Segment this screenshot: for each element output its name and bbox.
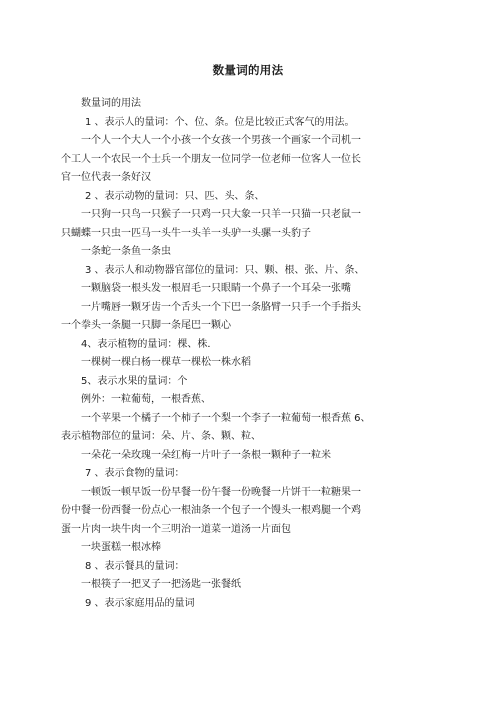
text-line: 1 、表示人的量词：个、位、条。位是比较正式客气的用法。 [85, 116, 355, 128]
document-title: 数量词的用法 [212, 63, 284, 77]
text-line: 9 、表示家庭用品的量词 [85, 597, 195, 609]
text-line: 蛋一片肉一块牛肉一个三明治一道菜一道汤一片面包 [61, 523, 291, 535]
text-line: 3 、表示人和动物器官部位的量词：只、颗、根、张、片、条、 [85, 264, 365, 276]
text-line: 例外：一粒葡萄，一根香蕉、 [81, 394, 211, 405]
document-body [61, 95, 437, 613]
text-line: 4、表示植物的量词：棵、株． [81, 338, 218, 350]
text-line: 一个拳头一条腿一只脚一条尾巴一颗心 [61, 320, 231, 331]
text-line: 一片嘴唇一颗牙齿一个舌头一个下巴一条胳臂一只手一个手指头 [81, 301, 361, 313]
text-line: 个工人一个农民一个士兵一个朋友一位同学一位老师一位客人一位长 [61, 153, 361, 165]
text-line: 一朵花一朵玫瑰一朵红梅一片叶子一条根一颗种子一粒米 [81, 449, 331, 461]
text-line: 一只狗一只鸟一只猴子一只鸡一只大象一只羊一只猫一只老鼠一 [81, 209, 361, 220]
text-line: 官一位代表一条好汉 [61, 172, 151, 183]
text-line: 一条蛇一条鱼一条虫 [81, 246, 171, 257]
text-line: 数量词的用法 [81, 98, 141, 109]
text-line: 一根筷子一把叉子一把汤匙一张餐纸 [81, 579, 241, 590]
text-line: 8 、表示餐具的量词： [85, 560, 185, 572]
text-line: 只蝴蝶一只虫一匹马一头牛一头羊一头驴一头骡一头豹子 [61, 227, 311, 239]
text-line: 一个人一个大人一个小孩一个女孩一个男孩一个画家一个司机一 [81, 135, 361, 146]
text-line: 一块蛋糕一根冰棒 [81, 542, 161, 553]
text-line: 7 、表示食物的量词： [85, 468, 185, 479]
text-line: 一个苹果一个橘子一个柿子一个梨一个李子一粒葡萄一根香蕉 6、 [81, 412, 371, 424]
text-line: 一顿饭一顿早饭一份早餐一份午餐一份晚餐一片饼干一粒糖果一 [81, 486, 361, 498]
text-line: 一棵树一棵白杨一棵草一棵松一株水稻 [81, 357, 251, 368]
text-line: 份中餐一份西餐一份点心一根油条一个包子一个馒头一根鸡腿一个鸡 [61, 505, 361, 516]
text-line: 表示植物部位的量词：朵、片、条、颗、粒、 [61, 431, 261, 442]
text-line: 2 、表示动物的量词：只、匹、头、条、 [85, 190, 265, 202]
text-line: 5、表示水果的量词：个 [81, 375, 188, 387]
text-line: 一颗脑袋一根头发一根眉毛一只眼睛一个鼻子一个耳朵一张嘴 [81, 283, 351, 294]
